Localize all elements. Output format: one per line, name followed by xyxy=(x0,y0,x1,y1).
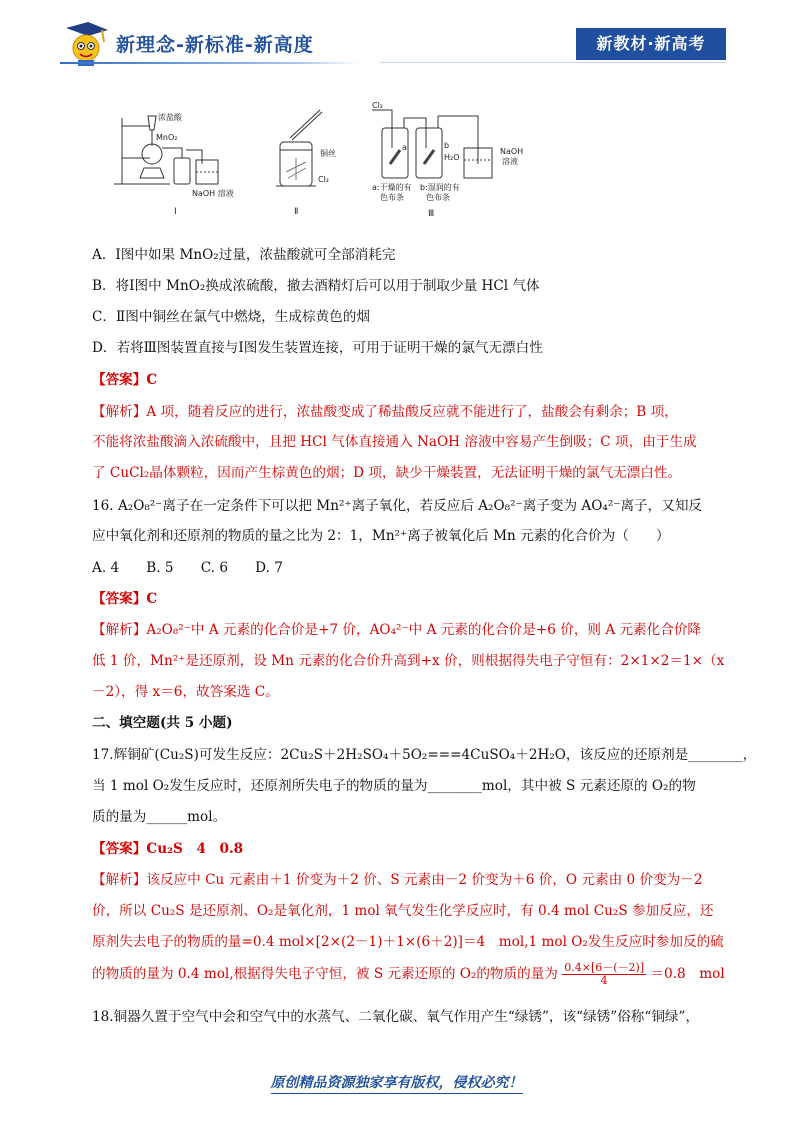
q17-stem-3: 质的量为______mol。 xyxy=(92,809,227,825)
q16-stem-2: 应中氧化剂和还原剂的物质的量之比为 2：1，Mn²⁺离子被氧化后 Mn 元素的化合价为（ ） xyxy=(92,528,670,544)
apparatus-one xyxy=(114,116,218,184)
fig1-caption: Ⅰ xyxy=(174,207,177,217)
q18-stem-1: 18.铜器久置于空气中会和空气中的水蒸气、二氧化碳、氧气作用产生“绿锈”，该“绿锈”俗称“铜绿”， xyxy=(92,1009,700,1025)
q17-fraction-denominator: 4 xyxy=(600,974,608,987)
fig1-naoh-label: NaOH 溶液 xyxy=(192,189,234,198)
q17-stem-1: 17.辉铜矿(Cu₂S)可发生反应：2Cu₂S＋2H₂SO₄＋5O₂===4CuSO₄＋2H₂O，该反应的还原剂是________， xyxy=(92,747,757,763)
q17-explanation-3: 原剂失去电子的物质的量=0.4 mol×[2×(2－1)＋1×(6＋2)]＝4 mol,1 mol O₂发生反应时参加反的硫 xyxy=(92,934,724,950)
fig3-a-label: a xyxy=(402,143,407,152)
apparatus-two xyxy=(276,110,322,186)
q16-options: A. 4 B. 5 C. 6 D. 7 xyxy=(92,560,283,576)
apparatus-three xyxy=(372,110,492,178)
q17-fraction xyxy=(562,962,646,987)
page-footer xyxy=(0,1072,793,1092)
header-slogan: 新理念-新标准-新高度 xyxy=(116,34,314,56)
fig3-naoh-label-2: 溶液 xyxy=(502,157,518,166)
page-header xyxy=(0,0,793,80)
q17-explanation-4 xyxy=(92,962,725,987)
q15-explanation-3: 了 CuCl₂晶体颗粒，因而产生棕黄色的烟；D 项，缺少干燥装置，无法证明干燥的氯气无漂白性。 xyxy=(92,465,682,481)
q16-explanation-2: 低 1 价，Mn²⁺是还原剂，设 Mn 元素的化合价升高到+x 价，则根据得失电子守恒有：2×1×2＝1×（x xyxy=(92,653,725,669)
fig3-wet-label-2: 色布条 xyxy=(426,193,450,202)
q15-explanation-2: 不能将浓盐酸滴入浓硫酸中，且把 HCl 气体直接通入 NaOH 溶液中容易产生倒吸；C 项，由于生成 xyxy=(92,434,697,450)
fig3-h2o-label: H₂O xyxy=(444,153,460,162)
section-title: 二、填空题(共 5 小题) xyxy=(92,715,233,731)
fig3-caption: Ⅲ xyxy=(428,209,435,219)
q15-option-a: A．Ⅰ图中如果 MnO₂过量，浓盐酸就可全部消耗完 xyxy=(92,247,396,263)
q17-explanation-2: 价，所以 Cu₂S 是还原剂、O₂是氧化剂，1 mol 氧气发生化学反应时，有 0.4 mol Cu₂S 参加反应，还 xyxy=(92,903,714,919)
q17-explanation-4-post: ＝0.8 mol xyxy=(650,966,725,982)
fig3-dry-label: a:干燥的有 xyxy=(372,183,412,192)
q16-explanation-3: －2），得 x＝6，故答案选 C。 xyxy=(92,684,279,700)
header-divider-left xyxy=(60,62,360,64)
q17-explanation-1: 【解析】该反应中 Cu 元素由＋1 价变为＋2 价、S 元素由－2 价变为＋6 价，O 元素由 0 价变为－2 xyxy=(92,872,703,888)
fig3-b-label: b xyxy=(444,141,450,150)
fig3-wet-label: b:湿润的有 xyxy=(420,183,460,192)
fig2-caption: Ⅱ xyxy=(294,207,299,217)
fig3-cl2-label: Cl₂ xyxy=(372,101,384,110)
fig1-mno2-label: MnO₂ xyxy=(156,133,178,142)
q17-answer: 【答案】Cu₂S 4 0.8 xyxy=(92,841,244,857)
header-badge: 新教材·新高考 xyxy=(576,28,726,60)
fig3-dry-label-2: 色布条 xyxy=(380,193,404,202)
q16-stem-1: 16. A₂O₈²⁻离子在一定条件下可以把 Mn²⁺离子氧化，若反应后 A₂O₈²⁻离子变为 AO₄²⁻离子，又知反 xyxy=(92,498,703,514)
mascot-logo-icon xyxy=(58,18,110,68)
q15-option-c: C．Ⅱ图中铜丝在氯气中燃烧，生成棕黄色的烟 xyxy=(92,309,370,325)
copyright-notice: 原创精品资源独家享有版权，侵权必究！ xyxy=(271,1075,523,1094)
q17-stem-2: 当 1 mol O₂发生反应时，还原剂所失电子的物质的量为________mol，其中被 S 元素还原的 O₂的物 xyxy=(92,778,696,794)
q15-answer: 【答案】C xyxy=(92,372,158,388)
fig1-acid-label: 浓盐酸 xyxy=(158,113,182,122)
fig2-wire-label: 铜丝 xyxy=(320,149,336,158)
q16-explanation-1: 【解析】A₂O₈²⁻中 A 元素的化合价是+7 价，AO₄²⁻中 A 元素的化合价是+6 价，则 A 元素化合价降 xyxy=(92,622,702,638)
q15-option-d: D．若将Ⅲ图装置直接与Ⅰ图发生装置连接，可用于证明干燥的氯气无漂白性 xyxy=(92,340,543,356)
q15-explanation-1: 【解析】A 项，随着反应的进行，浓盐酸变成了稀盐酸反应就不能进行了，盐酸会有剩余；B 项， xyxy=(92,404,678,420)
q15-option-b: B．将Ⅰ图中 MnO₂换成浓硫酸，撤去酒精灯后可以用于制取少量 HCl 气体 xyxy=(92,278,540,294)
q17-fraction-numerator: 0.4×[6－(－2)] xyxy=(564,961,645,974)
apparatus-figure xyxy=(110,98,550,230)
header-divider-right xyxy=(380,62,726,63)
q17-explanation-4-pre: 的物质的量为 0.4 mol,根据得失电子守恒，被 S 元素还原的 O₂的物质的量为 xyxy=(92,966,558,982)
fig2-cl2-label: Cl₂ xyxy=(318,175,330,184)
fig3-naoh-label: NaOH xyxy=(500,147,524,156)
q16-answer: 【答案】C xyxy=(92,591,158,607)
